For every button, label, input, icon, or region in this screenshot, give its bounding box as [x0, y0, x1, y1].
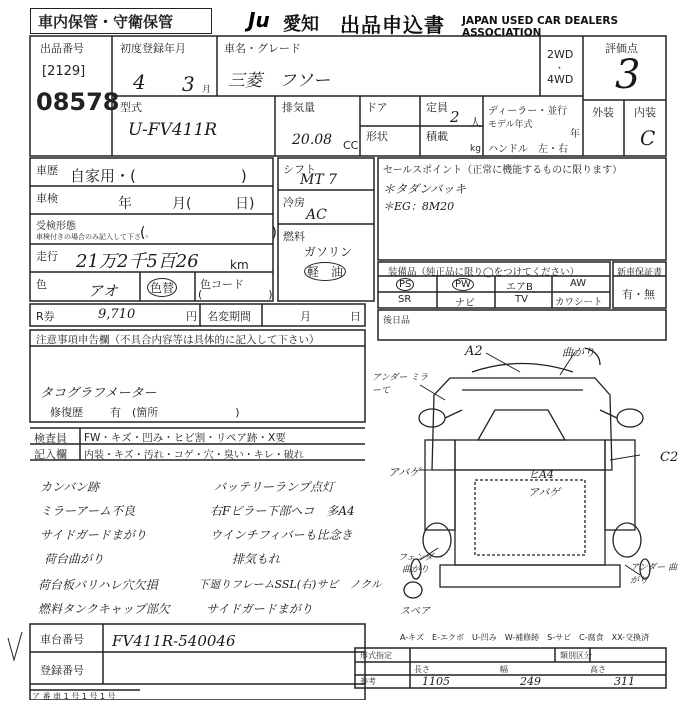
color-change-label: 色替: [147, 278, 177, 297]
lot-number-label: 出品番号: [40, 42, 84, 55]
inspector-note-6: 燃料タンクキャップ部欠: [38, 602, 170, 616]
width-label: 幅: [500, 665, 508, 674]
displacement-label: 排気量: [282, 101, 315, 114]
new-warranty-label: 新車保証書: [617, 268, 663, 278]
diagram-fender: フェンダー: [398, 553, 443, 563]
registration-year: 4: [133, 70, 146, 94]
length-label: 長さ: [414, 665, 430, 674]
capacity-unit: 人: [470, 116, 481, 129]
inspector-label-2: 記入欄: [34, 448, 67, 461]
equipment-navi: ナビ: [455, 298, 475, 309]
fuel-label: 燃料: [283, 230, 305, 243]
load-unit: kg: [470, 144, 481, 154]
notes-label: 注意事項申告欄（不具合内容等は具体的に記入して下さい）: [36, 334, 320, 346]
inspector-note-8: 右Fピラー下部へコ 多A4: [210, 504, 355, 518]
height-value: 311: [614, 675, 635, 688]
inspector-row-1: FW・キズ・凹み・ヒビ割・リペア跡・X要: [84, 432, 286, 444]
equipment-label: 装備品（純正品に限り◯をつけてください）: [388, 267, 580, 278]
score-label: 評価点: [605, 42, 638, 55]
inspector-note-7: バッテリーランプ点灯: [214, 480, 335, 494]
doors-label: ドア: [366, 101, 388, 114]
score-value: 3: [615, 52, 641, 98]
reference-label: 参考: [360, 677, 376, 686]
equipment-tv: TV: [515, 294, 528, 305]
diagram-u-a: ヒA4: [528, 468, 554, 481]
interior-value: C: [640, 126, 656, 150]
drive-4wd: 4WD: [547, 73, 574, 86]
dealer-label: ディーラー・並行: [488, 106, 568, 117]
fuel-value-bottom: 軽 油: [304, 262, 346, 281]
length-value: 1105: [422, 675, 450, 688]
registration-month: 3: [182, 72, 195, 96]
diagram-dent-center: アバゲ: [528, 486, 561, 499]
inspector-label-1: 検査員: [34, 432, 67, 445]
registration-number-label: 登録番号: [40, 664, 84, 677]
association-name: JAPAN USED CAR DEALERS ASSOCIATION: [462, 15, 619, 39]
displacement-value: 20.08: [292, 132, 333, 148]
displacement-unit: CC: [343, 139, 359, 152]
recycle-unit: 円: [186, 310, 197, 323]
diagram-mirror: アンダー ミラーて: [372, 373, 429, 396]
inspector-note-9: ウインチフィバーも比念き: [210, 528, 353, 542]
inspection-day: 日): [235, 196, 255, 212]
history-label: 車歴: [36, 164, 58, 177]
diagram-a2: A2: [465, 344, 483, 359]
height-label: 高さ: [590, 665, 606, 674]
equipment-seat: カワシート: [555, 297, 603, 308]
diagram-under-right: アンダー 曲がり: [630, 563, 678, 586]
fuel-value-top: ガソリン: [304, 245, 353, 259]
color-value: アオ: [88, 282, 118, 300]
model-year-unit: 年: [570, 129, 580, 140]
cooling-value: AC: [306, 207, 327, 223]
recycle-value: 9,710: [98, 307, 136, 322]
interior-label: 内装: [634, 106, 656, 119]
inspection-year: 年: [118, 196, 132, 212]
mileage-label: 走行: [36, 250, 58, 263]
color-label: 色: [36, 278, 47, 291]
shift-value: MT 7: [300, 172, 338, 188]
model-label: 型式: [120, 101, 142, 114]
first-registration-label: 初度登録年月: [120, 42, 186, 55]
drive-dot: ・: [555, 64, 565, 74]
repair-value: 有 (箇所 ): [110, 406, 240, 419]
transfer-label: 名変期間: [207, 310, 251, 323]
new-warranty-value: 有・無: [622, 288, 655, 301]
acceptance-label: 受検形態: [36, 221, 76, 232]
car-name-value: 三菱 フソー: [228, 71, 330, 91]
damage-legend: A-キズ E-エクボ U-凹み W-補修跡 S-サビ C-腐食 XX-交換済: [400, 633, 650, 642]
model-designation-label: 形式指定: [360, 651, 392, 660]
cooling-label: 冷房: [283, 196, 305, 209]
mileage-value: 21万2千5百26: [76, 251, 199, 272]
chassis-label: 車台番号: [40, 633, 84, 646]
mileage-unit: km: [230, 258, 249, 272]
acceptance-value: ( ): [140, 225, 277, 241]
inspector-note-1: カンバン跡: [40, 480, 100, 494]
inspection-month: 月(: [172, 196, 192, 212]
brand-logo: Ju: [248, 8, 270, 32]
transfer-month: 月: [300, 310, 311, 323]
diagram-a2-curve: 曲がり: [562, 346, 595, 359]
inspector-note-3: サイドガードまがり: [40, 528, 147, 542]
shift-label: シフト: [283, 163, 316, 176]
handle-label: ハンドル 左・右: [488, 144, 568, 155]
color-code-label: 色コード: [200, 278, 244, 291]
lot-number: 08578: [36, 88, 120, 116]
recycle-label: R券: [36, 310, 55, 323]
inspector-note-11: 下廻りフレームSSL(右)サビ ノクル: [198, 578, 382, 591]
shape-label: 形状: [366, 130, 388, 143]
box-number: [2129]: [42, 64, 86, 79]
capacity-value: 2: [450, 108, 460, 126]
inspection-label: 車検: [36, 192, 58, 205]
inspector-note-10: 排気もれ: [232, 552, 281, 566]
model-year-label: モデル年式: [488, 120, 533, 130]
inspector-note-12: サイドガードまがり: [206, 602, 313, 616]
footer-fragment: ア 番 車 1 号 1 号 1 号: [32, 692, 116, 701]
diagram-spare: スペア: [400, 606, 430, 617]
width-value: 249: [520, 675, 541, 688]
selling-point-2: ＊EG：8M20: [383, 200, 455, 213]
inspector-row-2: 内装・キズ・汚れ・コゲ・穴・臭い・キレ・破れ: [84, 450, 304, 461]
model-value: U-FV411R: [128, 120, 218, 140]
drive-2wd: 2WD: [547, 48, 574, 61]
storage-note: 車内保管・守衛保管: [38, 13, 174, 31]
load-label: 積載: [426, 130, 448, 143]
exterior-label: 外装: [592, 106, 614, 119]
chassis-value: FV411R-540046: [112, 632, 236, 650]
inspector-note-2: ミラーアーム不良: [40, 504, 136, 518]
category-label: 類別区分: [560, 651, 592, 660]
equipment-aw: AW: [570, 278, 587, 289]
car-name-label: 車名・グレード: [224, 42, 301, 55]
notes-handwritten: タコグラフメーター: [40, 386, 157, 401]
acceptance-note: 車検付きの場合のみ記入して下さい: [36, 233, 148, 241]
capacity-label: 定員: [426, 101, 448, 114]
color-code-parens: ( ): [198, 288, 273, 301]
equipment-pw: PW: [452, 278, 474, 291]
form-title: 出品申込書: [340, 13, 445, 37]
history-value: 自家用・( ): [70, 167, 247, 185]
equipment-sr: SR: [398, 294, 412, 305]
registration-month-unit: 月: [202, 85, 212, 95]
region-name: 愛知: [283, 14, 319, 35]
selling-points-label: セールスポイント（正常に機能するものに限ります）: [383, 165, 623, 176]
inspector-note-4: 荷台曲がり: [44, 552, 105, 566]
equipment-ps: PS: [396, 278, 414, 291]
diagram-fender-curve: 曲がり: [402, 565, 430, 575]
equipment-airbag: エアB: [506, 282, 533, 293]
transfer-day: 日: [350, 310, 361, 323]
after-fit-label: 後日品: [383, 316, 411, 326]
inspector-note-5: 荷台板バリハレ穴欠損: [38, 578, 158, 592]
diagram-c2: C2: [660, 450, 679, 465]
repair-label: 修復歴: [50, 406, 83, 419]
diagram-dent-left: アバゲ: [388, 466, 421, 479]
selling-point-1: ＊タダンバッキ: [383, 182, 467, 196]
